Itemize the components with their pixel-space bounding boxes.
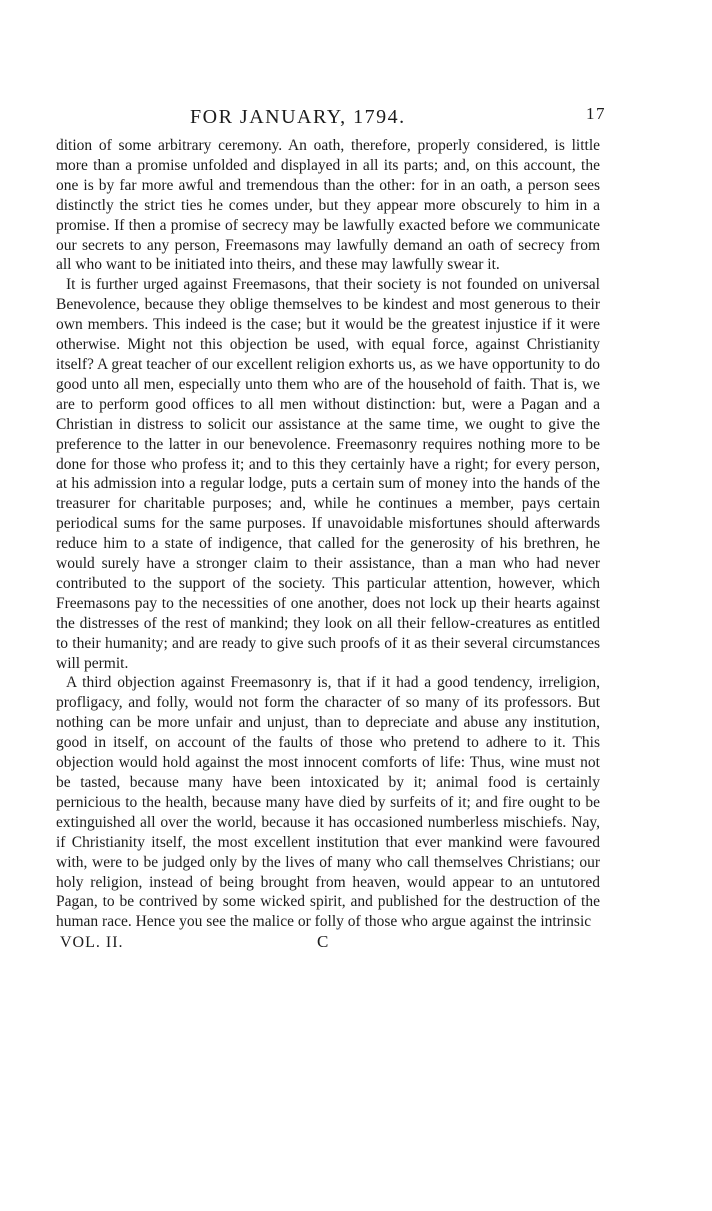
body-text bbox=[56, 136, 600, 932]
paragraph-third-objection: A third objection against Freemasonry is, that if it had a good tendency, irreligion, profligacy, and folly, would not form the character of so many of its professors. But nothing can be more unfair and unjust, than to depreciate and abuse any institution, good in itself, on account of the faults of those who pretend to adhere to it. This objection would hold against the most innocent comforts of life: Thus, wine must not be tasted, because many have been intoxicated by it; animal food is certainly pernicious to the health, because many have died by surfeits of it; and fire ought to be extinguished all over the world, because it has occasioned numberless mischiefs. Nay, if Christianity itself, the most excellent institution that ever mankind were favoured with, were to be judged only by the lives of many who call themselves Christians; our holy religion, instead of being brought from heaven, would appear to an untutored Pagan, to be contrived by some wicked spirit, and published for the destruction of the human race. Hence you see the malice or folly of those who argue against the intrinsic bbox=[56, 674, 600, 931]
paragraph-benevolence: It is further urged against Freemasons, that their society is not founded on universal Benevolence, because they oblige themselves to be kindest and most generous to their own members. This indeed is the case; but it would be the greatest injustice if it were otherwise. Might not this objection be used, with equal force, against Christianity itself? A great teacher of our excellent religion exhorts us, as we have opportunity to do good unto all men, especially unto them who are of the household of faith. That is, we are to perform good offices to all men without distinction: but, were a Pagan and a Christian in distress to solicit our assistance at the same time, we ought to give the preference to the latter in our benevolence. Freemasonry requires nothing more to be done for those who profess it; and to this they certainly have a right; for every person, at his admission into a regular lodge, puts a certain sum of money into the hands of the treasurer for charitable purposes; and, while he continues a member, pays certain periodical sums for the same purposes. If unavoidable misfortunes should afterwards reduce him to a state of indigence, that called for the generosity of his brethren, he would surely have a stronger claim to their assistance, than a man who had never contributed to the support of the society. This particular attention, however, which Freemasons pay to the necessities of one another, does not lock up their hearts against the distresses of the rest of mankind; they look on all their fellow-creatures as entitled to their humanity; and are ready to give such proofs of it as their several circumstances will permit. bbox=[56, 276, 600, 672]
volume-label: VOL. II. bbox=[60, 934, 124, 952]
page-footer bbox=[56, 934, 600, 958]
page-number: 17 bbox=[586, 104, 606, 123]
signature-mark: C bbox=[317, 932, 329, 952]
book-page bbox=[56, 104, 606, 1194]
running-head-title: FOR JANUARY, 1794. bbox=[190, 106, 406, 128]
running-head bbox=[56, 104, 606, 136]
paragraph-oath: dition of some arbitrary ceremony. An oath, therefore, properly considered, is little more than a promise unfolded and displayed in all its parts; and, on this account, the one is by far more awful and tremendous than the other: for in an oath, a person sees distinctly the strict ties he comes under, but they appear more obscurely to him in a promise. If then a promise of secrecy may be lawfully exacted before we communicate our secrets to any person, Freemasons may lawfully demand an oath of secrecy from all who want to be initiated into theirs, and these may lawfully swear it. bbox=[56, 137, 600, 274]
